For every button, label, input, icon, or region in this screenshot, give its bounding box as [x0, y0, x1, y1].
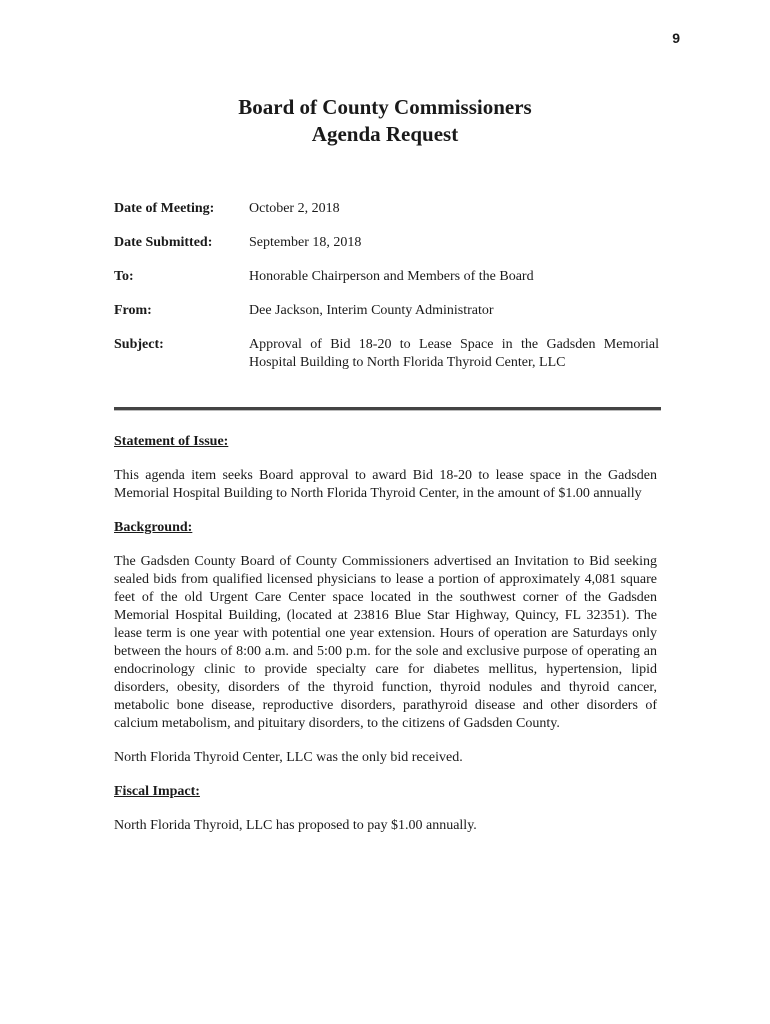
- meta-label: Date Submitted:: [114, 235, 213, 250]
- statement-of-issue-text: This agenda item seeks Board approval to award Bid 18-20 to lease space in the Gadsden Memorial Hospital Building to North Florida Thyroid Center, in the amount of $1.00 annually: [114, 468, 657, 501]
- meta-value: Honorable Chairperson and Members of the Board: [249, 269, 534, 284]
- meta-row-date-of-meeting: [114, 200, 659, 218]
- fiscal-impact-text: North Florida Thyroid, LLC has proposed to pay $1.00 annually.: [114, 818, 477, 833]
- meta-label: From:: [114, 303, 152, 318]
- meta-row-to: [114, 268, 659, 286]
- meta-row-subject: [114, 336, 659, 372]
- title-line-1: Board of County Commissioners: [238, 95, 532, 119]
- meta-row-date-submitted: [114, 234, 659, 252]
- meta-value: October 2, 2018: [249, 201, 340, 216]
- meta-value: September 18, 2018: [249, 235, 362, 250]
- background-text: The Gadsden County Board of County Commissioners advertised an Invitation to Bid seeking sealed bids from qualified licensed physicians to lease a portion of approximately 4,081 square feet of the old Urgent Care Center space located in the southwest corner of the Gadsden Memorial Hospital Building, (located at 23816 Blue Star Highway, Quincy, FL 32351). The lease term is one year with potential one year extension. Hours of operation are Saturdays only between the hours of 8:00 a.m. and 5:00 p.m. for the sole and exclusive purpose of operating an endocrinology clinic to provide specialty care for diabetes mellitus, hypertension, lipid disorders, obesity, disorders of the thyroid function, thyroid nodules and thyroid cancer, metabolic bone disease, reproductive disorders, parathyroid disease and other disorders of calcium metabolism, and pituitary disorders, to the citizens of Gadsden County.: [114, 554, 657, 731]
- document-title: [0, 94, 770, 148]
- meta-label: To:: [114, 269, 134, 284]
- background-text-bid-received: North Florida Thyroid Center, LLC was the only bid received.: [114, 750, 463, 765]
- background-heading: Background:: [114, 520, 193, 535]
- meeting-details: [114, 200, 659, 388]
- meta-value: Approval of Bid 18-20 to Lease Space in the Gadsden Memorial Hospital Building to North Florida Thyroid Center, LLC: [249, 337, 659, 370]
- page-number: 9: [672, 30, 680, 46]
- meta-label: Date of Meeting:: [114, 201, 215, 216]
- document-body: [114, 433, 657, 851]
- section-divider: [114, 407, 661, 411]
- meta-row-from: [114, 302, 659, 320]
- title-line-2: Agenda Request: [311, 122, 459, 146]
- meta-label: Subject:: [114, 337, 164, 352]
- meta-value: Dee Jackson, Interim County Administrator: [249, 303, 494, 318]
- statement-of-issue-heading: Statement of Issue:: [114, 434, 229, 449]
- fiscal-impact-heading: Fiscal Impact:: [114, 784, 200, 799]
